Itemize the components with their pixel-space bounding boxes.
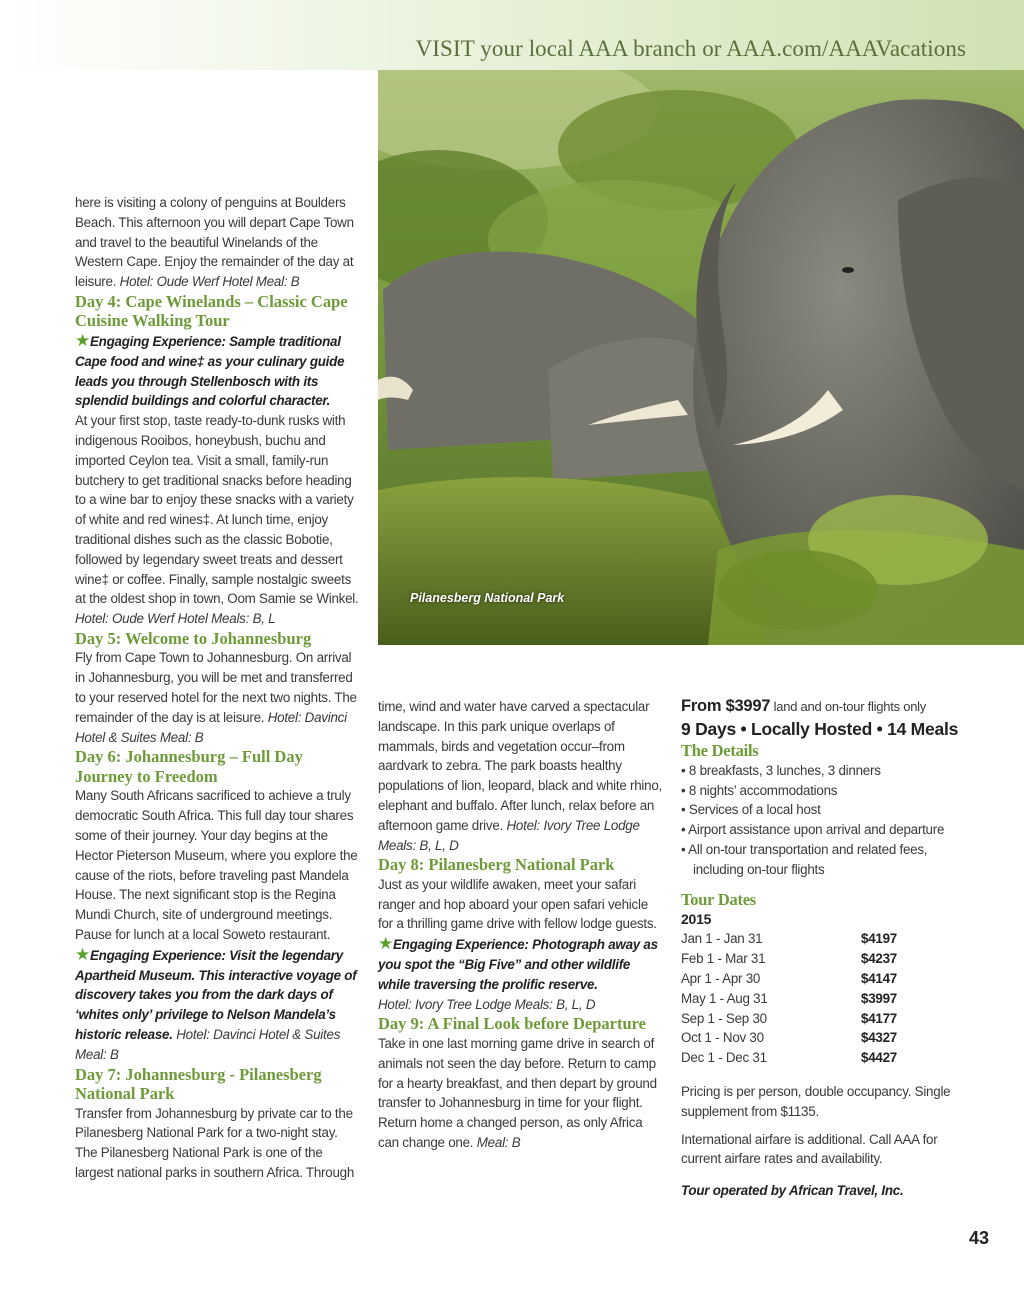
day7-body: Transfer from Johannesburg by private car to the Pilanesberg National Park for a two-night stay. The Pilanesberg National Park is one of the largest national parks in southern Africa. Through [75,1105,355,1180]
pricing-note: Pricing is per person, double occupancy. Single supplement from $1135. [681,1083,951,1119]
column-2 [378,697,664,1153]
detail-item: • Airport assistance upon arrival and departure [681,822,945,838]
elephant-photo [378,70,1024,645]
date-price-row [681,969,971,989]
day7-hotel: Hotel: Ivory Tree Lodge Meals: B, L, D [378,817,640,853]
star-icon: ★ [378,934,393,954]
day8-heading: Day 8: Pilanesberg National Park [378,855,615,875]
day5-body-text: Fly from Cape Town to Johannesburg. On arrival in Johannesburg, you will be met and transferred to your reserved hotel for the next two nights. The remainder of the day is at leisure. [75,650,357,725]
column-1 [75,193,362,1183]
date-price: $4327 [861,1030,897,1046]
airfare-note: International airfare is additional. Call AAA for current airfare rates and availability. [681,1131,938,1167]
day4-heading: Day 4: Cape Winelands – Classic Cape Cuisine Walking Tour [75,291,348,331]
intro-paragraph [75,193,362,292]
details-heading: The Details [681,740,759,760]
day4-body [75,411,362,629]
from-note: land and on-tour flights only [773,699,927,714]
day5-body [75,648,362,747]
date-range: Oct 1 - Nov 30 [681,1030,764,1046]
detail-item: • 8 nights’ accommodations [681,782,838,798]
page-number: 43 [968,1228,989,1248]
day4-hotel: Hotel: Oude Werf Hotel Meals: B, L [75,611,276,627]
day8-body: Just as your wildlife awaken, meet your safari ranger and hop aboard your open safari vehicle for a thrilling game drive with fellow lodge guests. [378,876,657,932]
from-price-line [681,697,971,717]
day8-engaging-text: Engaging Experience: Photograph away as you spot the “Big Five” and other wildlife while traversing the prolific reserve. [378,937,658,992]
day7-continued [378,697,664,855]
date-price: $4427 [861,1050,897,1066]
day7-heading: Day 7: Johannesburg - Pilanesberg National Park [75,1064,322,1104]
date-price: $3997 [861,990,897,1006]
from-price: From $3997 [681,697,771,715]
tour-summary: 9 Days • Locally Hosted • 14 Meals [681,718,959,739]
column-3 [681,697,971,1201]
star-icon: ★ [75,330,90,350]
header-visit-text: VISIT your local AAA branch or AAA.com/AAAVacations [415,36,966,61]
day4-engaging-text: Engaging Experience: Sample traditional Cape food and wine‡ as your culinary guide leads you through Stellenbosch with its splendid buildings and colorful character. [75,333,345,409]
star-icon: ★ [75,944,90,964]
day6-engaging [75,945,362,1065]
date-price: $4177 [861,1010,897,1026]
day9-meal: Meal: B [476,1134,521,1150]
date-price-row [681,1009,971,1029]
intro-text: here is visiting a colony of penguins at Boulders Beach. This afternoon you will depart Cape Town and travel to the beautiful Winelands of the Western Cape. Enjoy the remainder of the day at leisure. [75,195,354,290]
tour-operator: Tour operated by African Travel, Inc. [681,1183,904,1199]
date-price-row [681,989,971,1009]
day5-hotel: Hotel: Davinci Hotel & Suites Meal: B [75,709,347,745]
day8-hotel: Hotel: Ivory Tree Lodge Meals: B, L, D [378,996,596,1012]
date-range: Jan 1 - Jan 31 [681,931,763,947]
day6-hotel: Hotel: Davinci Hotel & Suites Meal: B [75,1026,341,1062]
photo-caption: Pilanesberg National Park [410,591,565,605]
date-range: Dec 1 - Dec 31 [681,1050,767,1066]
date-price-row [681,949,971,969]
date-price-row [681,1048,971,1068]
date-price-row [681,1028,971,1048]
intro-hotel: Hotel: Oude Werf Hotel Meal: B [119,274,300,290]
tour-year: 2015 [681,910,712,927]
detail-item: • All on-tour transportation and related fees, including on-tour flights [681,841,928,877]
day9-body [378,1034,664,1153]
date-price: $4237 [861,951,897,967]
date-price: $4197 [861,931,897,947]
day8-engaging [378,934,664,1014]
date-price-row [681,929,971,949]
date-range: Feb 1 - Mar 31 [681,951,766,967]
day6-engaging-text: Engaging Experience: Visit the legendary Apartheid Museum. This interactive voyage of discovery takes you from the dark days of ‘whites only’ privilege to Nelson Mandela’s historic release. [75,947,357,1042]
tour-dates-heading: Tour Dates [681,889,756,909]
day9-heading: Day 9: A Final Look before Departure [378,1014,646,1034]
day6-heading: Day 6: Johannesburg – Full Day Journey to Freedom [75,747,303,786]
day6-body: Many South Africans sacrificed to achieve a truly democratic South Africa. This full day tour shares some of their journey. Your day begins at the Hector Pieterson Museum, where you explore the cause of the riots, before traveling past Mandela House. The next significant stop is the Regina Mundi Church, site of underground meetings. Pause for lunch at a local Soweto restaurant. [75,788,358,942]
day4-body-text: At your first stop, taste ready-to-dunk rusks with indigenous Rooibos, honeybush, buchu and imported Ceylon tea. Visit a small, family-run butchery to get traditional snacks before heading to a wine bar to enjoy these snacks with a variety of white and red wines‡. At lunch time, enjoy traditional dishes such as the classic Bobotie, followed by legendary sweet treats and dessert wine‡ or coffee. Finally, sample nostalgic sweets at the oldest shop in town, Oom Samie se Winkel. [75,413,359,607]
date-range: Sep 1 - Sep 30 [681,1010,767,1026]
detail-item: • Services of a local host [681,802,821,818]
day7-continued-text: time, wind and water have carved a spectacular landscape. In this park unique overlaps of mammals, birds and vegetation occur–from aardvark to zebra. The park boasts healthy populations of lion, leopard, black and white rhino, elephant and buffalo. After lunch, relax before an afternoon game drive. [378,699,663,833]
detail-item: • 8 breakfasts, 3 lunches, 3 dinners [681,762,881,778]
date-range: May 1 - Aug 31 [681,990,768,1006]
date-price: $4147 [861,970,897,986]
day5-heading: Day 5: Welcome to Johannesburg [75,628,312,648]
date-range: Apr 1 - Apr 30 [681,970,761,986]
day9-body-text: Take in one last morning game drive in search of animals not seen the day before. Return to camp for a hearty breakfast, and then depart by ground transfer to Johannesburg in time for your flight. Return home a changed person, as only Africa can change one. [378,1035,657,1150]
day4-engaging [75,331,362,411]
